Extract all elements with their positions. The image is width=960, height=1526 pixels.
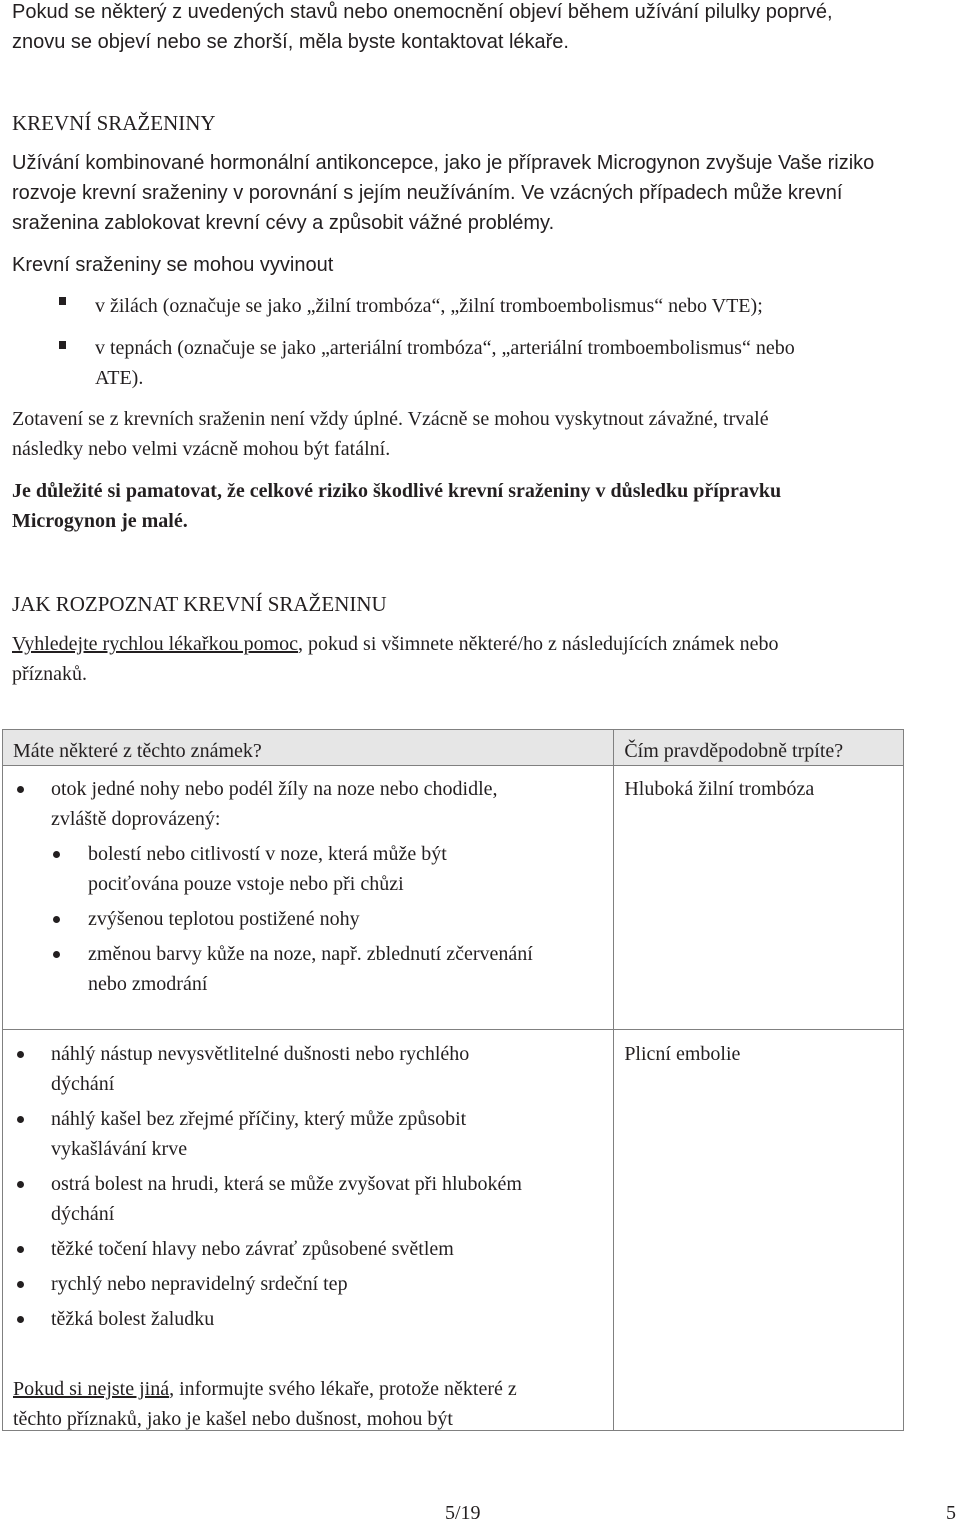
bullet-icon [17,1051,24,1058]
row2-note-link: Pokud si nejste jiná [13,1378,170,1400]
table-header-row [3,730,904,766]
header-cell-signs [3,730,614,766]
table-row [3,1030,904,1431]
seek-help-line-2: příznaků. [12,663,87,685]
lead-text: Krevní sraženiny se mohou vyvinout [12,254,334,276]
intro-line-2: znovu se objeví nebo se zhorší, měla byste kontaktovat lékaře. [12,31,569,53]
important-line-1: Je důležité si pamatovat, že celkové riziko škodlivé krevní sraženiny v důsledku přípravku [12,480,782,502]
row2-item [51,1039,469,1099]
row2-item1-line-1: náhlý nástup nevysvětlitelné dušnosti nebo rychlého [51,1043,470,1065]
row2-item [51,1169,522,1229]
row2-item4-line-1: těžké točení hlavy nebo závrať způsobené světlem [51,1238,454,1260]
bullet-icon [17,1246,24,1253]
bullet-icon [17,1316,24,1323]
section-title-blood-clots: KREVNÍ SRAŽENINY [12,111,216,135]
bullet-veins [95,291,915,321]
seek-help-rest: , pokud si všimnete některé/ho z následujících známek nebo [298,633,779,655]
row1-sub1-line-2: pociťována pouze vstoje nebo při chůzi [88,873,404,895]
bullet-icon [17,786,24,793]
row1-sub3-line-1: změnou barvy kůže na noze, např. zblednutí zčervenání [88,943,533,965]
recovery-line-1: Zotavení se z krevních sraženin není vždy úplné. Vzácně se mohou vyskytnout závažné, trvalé [12,408,769,430]
row2-signs-cell [3,1030,614,1431]
important-paragraph [12,476,912,536]
bullet-veins-line: v žilách (označuje se jako „žilní trombóza“, „žilní tromboembolismus“ nebo VTE); [95,295,763,317]
row2-note-line-1 [13,1374,517,1404]
row2-item1-line-2: dýchání [51,1073,115,1095]
square-bullet-icon [59,341,66,349]
row2-item [51,1104,466,1164]
row2-item [51,1269,348,1299]
page-number-right: 5 [946,1502,956,1524]
para-line-1: Užívání kombinované hormonální antikoncepce, jako je přípravek Microgynon zvyšuje Vaše riziko [12,152,875,174]
row1-sub3-line-2: nebo zmodrání [88,973,208,995]
row2-item3-line-1: ostrá bolest na hrudi, která se může zvyšovat při hlubokém [51,1173,522,1195]
square-bullet-icon [59,297,66,305]
section-title-recognize: JAK ROZPOZNAT KREVNÍ SRAŽENINU [12,592,387,616]
important-line-2: Microgynon je malé. [12,510,188,532]
bullet-icon [53,951,60,958]
bullet-icon [17,1116,24,1123]
blood-clots-paragraph [12,148,912,238]
row1-sub-item [88,839,447,899]
row2-item [51,1304,214,1334]
row2-item5-line-1: rychlý nebo nepravidelný srdeční tep [51,1273,348,1295]
row1-signs-cell [3,766,614,1030]
row1-diagnosis-text: Hluboká žilní trombóza [624,778,815,800]
intro-paragraph [12,0,912,57]
bullet-arteries-line-2: ATE). [95,367,144,389]
para-line-2: rozvoje krevní sraženiny v porovnání s jejím neužíváním. Ve vzácných případech může krevní [12,182,843,204]
row1-sub-item [88,939,533,999]
bullet-icon [53,851,60,858]
row2-item6-line-1: těžká bolest žaludku [51,1308,215,1330]
row2-note-rest: , informujte svého lékaře, protože některé z [169,1378,517,1400]
seek-help-link: Vyhledejte rychlou lékařkou pomoc [12,633,299,655]
row2-note [13,1374,517,1434]
row1-main-line-2: zvláště doprovázený: [51,808,221,830]
table-row [3,766,904,1030]
header-cell-diagnosis [614,730,904,766]
page-number: 5/19 [445,1502,481,1524]
recovery-line-2: následky nebo velmi vzácně mohou být fatální. [12,438,391,460]
row1-sub1-line-1: bolestí nebo citlivostí v noze, která může být [88,843,447,865]
row1-sub-item [88,904,360,934]
bullet-icon [17,1181,24,1188]
recovery-paragraph [12,404,912,464]
row1-main-line-1: otok jedné nohy nebo podél žíly na noze nebo chodidle, [51,778,498,800]
intro-line-1: Pokud se některý z uvedených stavů nebo onemocnění objeví během užívání pilulky poprvé, [12,1,833,23]
seek-help-paragraph [12,629,912,689]
bullet-icon [53,916,60,923]
header-diagnosis-text: Čím pravděpodobně trpíte? [624,740,844,762]
row2-item2-line-2: vykašlávání krve [51,1138,188,1160]
row2-diagnosis-text: Plicní embolie [624,1043,741,1065]
row1-sub2-line-1: zvýšenou teplotou postižené nohy [88,908,360,930]
row1-diagnosis-cell [614,766,904,1030]
row2-note-line-2: těchto příznaků, jako je kašel nebo dušnost, mohou být [13,1408,453,1430]
row2-diagnosis-cell [614,1030,904,1431]
seek-help-line-1 [12,629,912,659]
row1-main-item [51,774,498,834]
symptoms-table [2,729,904,1431]
bullet-icon [17,1281,24,1288]
para-line-3: sraženina zablokovat krevní cévy a způsobit vážné problémy. [12,212,555,234]
row2-item3-line-2: dýchání [51,1203,115,1225]
bullet-arteries [95,333,915,393]
row2-item [51,1234,454,1264]
row2-item2-line-1: náhlý kašel bez zřejmé příčiny, který může způsobit [51,1108,467,1130]
bullet-arteries-line-1: v tepnách (označuje se jako „arteriální trombóza“, „arteriální tromboembolismus“ nebo [95,337,795,359]
header-signs-text: Máte některé z těchto známek? [13,740,262,762]
